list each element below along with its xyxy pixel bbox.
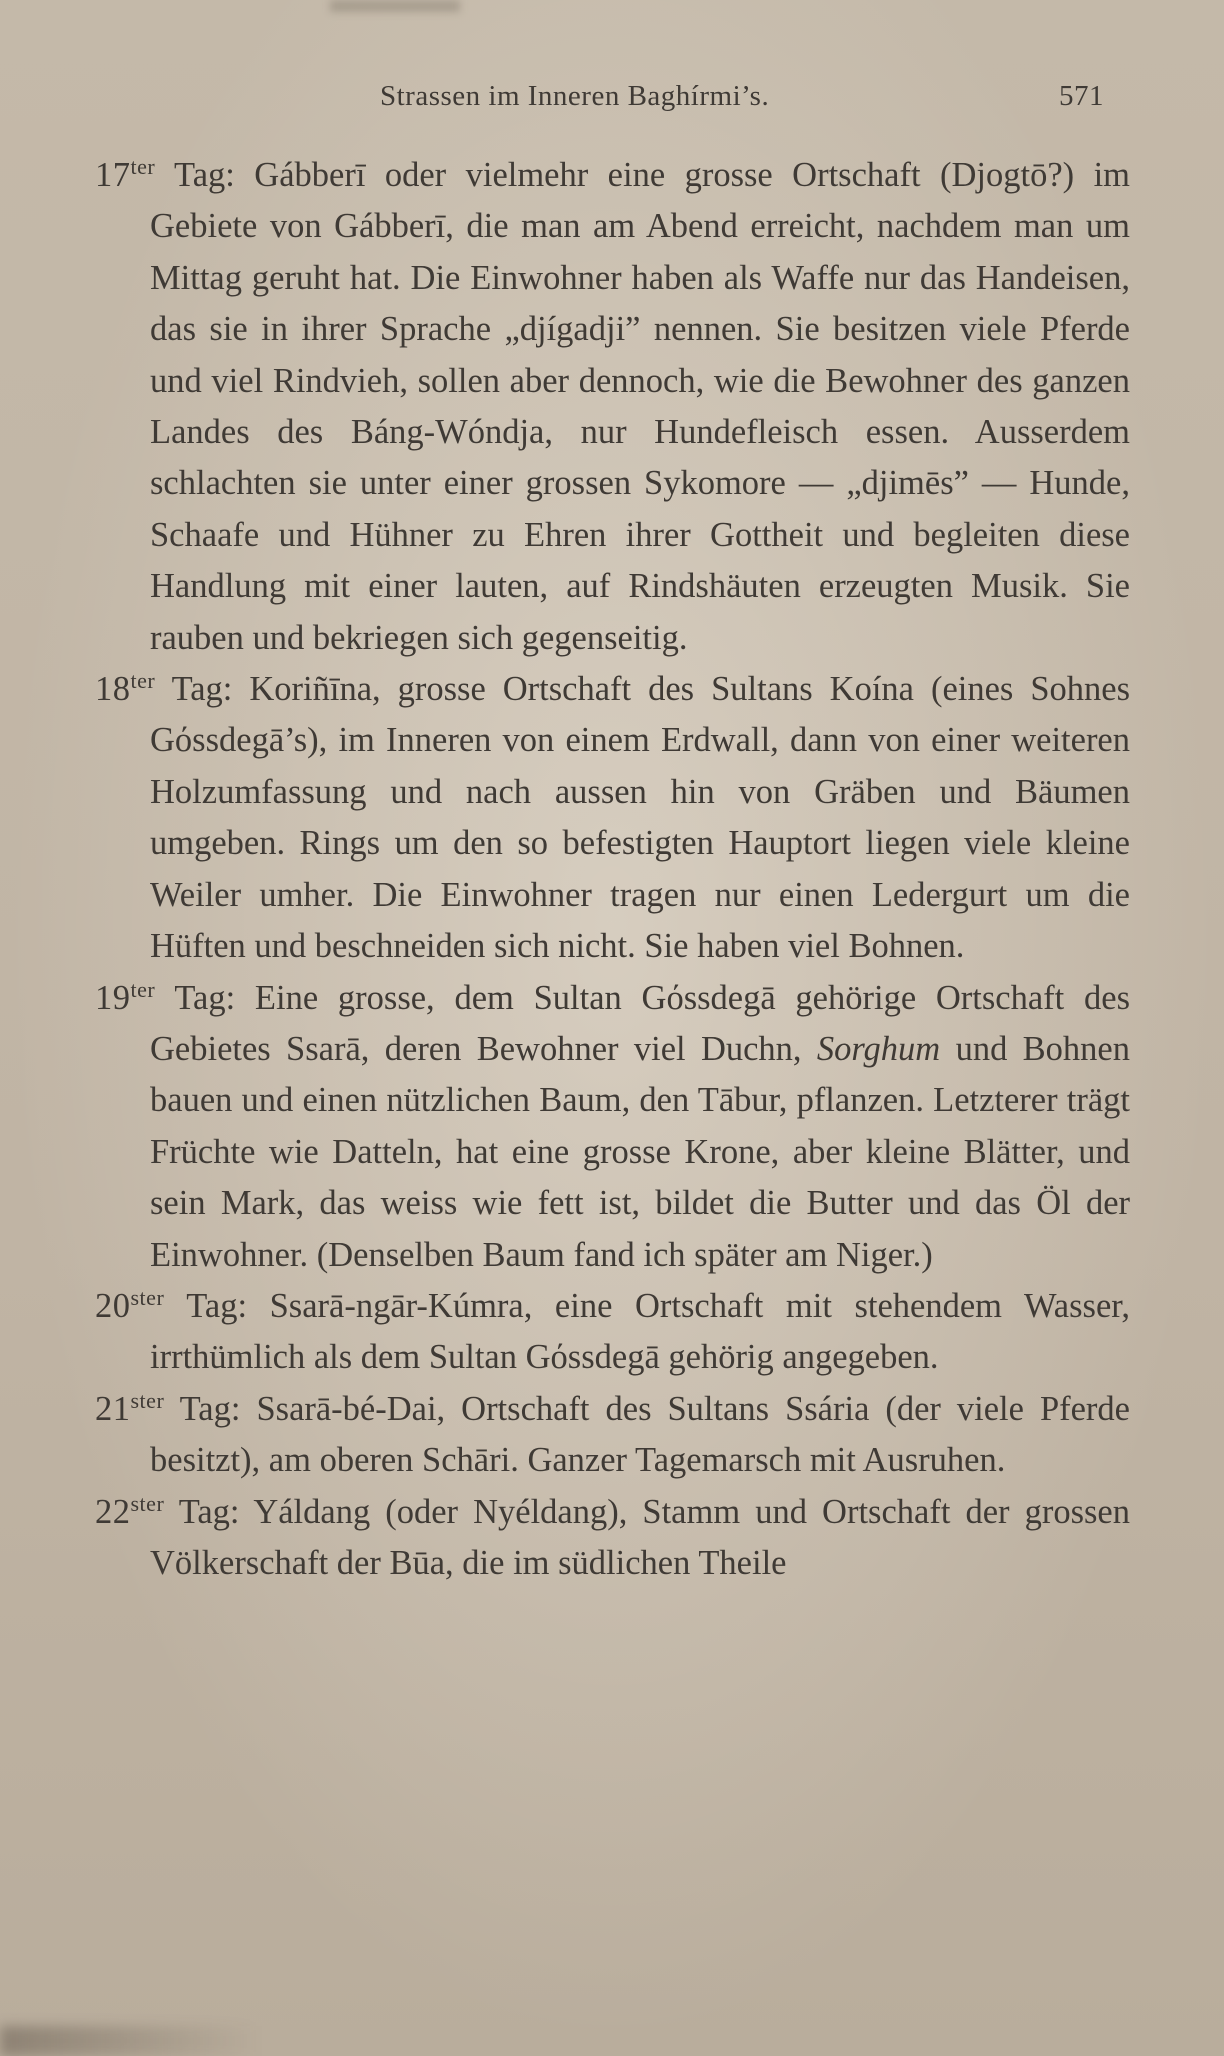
page-body	[95, 150, 1130, 1589]
entry-text: Ssarā-ngār-Kúmra, eine Ortschaft mit stehendem Wasser, irrthümlich als dem Sultan Gόssdegā gehörig angegeben.	[150, 1286, 1130, 1377]
itinerary-entry-day-22	[95, 1487, 1130, 1590]
day-label: Tag:	[164, 1492, 254, 1531]
day-suffix: ster	[130, 1387, 165, 1413]
day-number: 21	[95, 1389, 131, 1428]
entry-text: Koriñīna, grosse Ortschaft des Sultans Koína (eines Sohnes Gόssdegā’s), im Inneren von einem Erdwall, dann von einer weiteren Holzumfassung und nach aussen hin von Gräben und Bäumen umgeben. Rings um den so befestigten Hauptort liegen viele kleine Weiler umher. Die Einwohner tragen nur einen Ledergurt um die Hüften und beschneiden sich nicht. Sie haben viel Bohnen.	[150, 670, 1130, 966]
day-number: 18	[95, 670, 131, 709]
day-number: 19	[95, 978, 131, 1017]
entry-text: Eine grosse, dem Sultan Gόssdegā gehörige Ortschaft des Gebietes Ssarā, deren Bewohner viel Duchn,	[150, 978, 1130, 1068]
page-edge-shadow	[330, 0, 460, 12]
itinerary-entry-day-20	[95, 1281, 1130, 1384]
day-number: 20	[95, 1286, 131, 1325]
running-title: Strassen im Inneren Baghírmi’s.	[380, 80, 770, 112]
entry-text: Ssarā-bé-Dai, Ortschaft des Sultans Ssária (der viele Pferde besitzt), am oberen Schāri. Ganzer Tagemarsch mit Ausruhen.	[150, 1389, 1130, 1480]
day-label: Tag:	[155, 156, 255, 194]
day-suffix: ster	[130, 1284, 165, 1310]
entry-text: Gábberī oder vielmehr eine grosse Ortschaft (Djogtō?) im Gebiete von Gábberī, die man am Abend erreicht, nachdem man um Mittag geruht hat. Die Einwohner haben als Waffe nur das Handeisen, das sie in ihrer Sprache „djígadji” nennen. Sie besitzen viele Pferde und viel Rindvieh, sollen aber dennoch, wie die Bewohner des ganzen Landes des Báng-Wóndja, nur Hundefleisch essen. Ausserdem schlachten sie unter einer grossen Sykomore — „djimēs” — Hunde, Schaafe und Hühner zu Ehren ihrer Gottheit und begleiten diese Handlung mit einer lauten, auf Rindshäuten erzeugten Musik. Sie rauben und bekriegen sich gegenseitig.	[150, 156, 1130, 657]
page-number: 571	[1059, 80, 1104, 112]
entry-text-continued: und Bohnen bauen und einen nützlichen Baum, den Tābur, pflanzen. Letzterer trägt Früchte wie Datteln, hat eine grosse Krone, aber kleine Blätter, und sein Mark, das weiss wie fett ist, bildet die Butter und das Öl der Einwohner. (Denselben Baum fand ich später am Niger.)	[150, 1029, 1130, 1274]
day-suffix: ter	[130, 153, 156, 179]
itinerary-entry-day-19	[95, 973, 1130, 1281]
itinerary-entry-day-21	[95, 1384, 1130, 1487]
day-suffix: ter	[130, 976, 156, 1002]
day-suffix: ster	[130, 1490, 165, 1516]
day-suffix: ter	[130, 667, 156, 693]
itinerary-entry-day-18	[95, 664, 1130, 972]
page-corner-shadow	[0, 2026, 260, 2056]
day-number: 22	[95, 1492, 131, 1531]
day-label: Tag:	[155, 670, 250, 709]
itinerary-entry-day-17	[95, 150, 1130, 664]
day-label: Tag:	[155, 978, 255, 1017]
entry-italic-term: Sorghum	[816, 1029, 941, 1068]
entry-text: Yáldang (oder Nyéldang), Stamm und Ortschaft der grossen Völkerschaft der Būa, die im südlichen Theile	[150, 1492, 1130, 1582]
day-label: Tag:	[164, 1286, 270, 1325]
day-label: Tag:	[164, 1389, 257, 1428]
running-header	[380, 80, 1124, 120]
day-number: 17	[95, 156, 131, 194]
